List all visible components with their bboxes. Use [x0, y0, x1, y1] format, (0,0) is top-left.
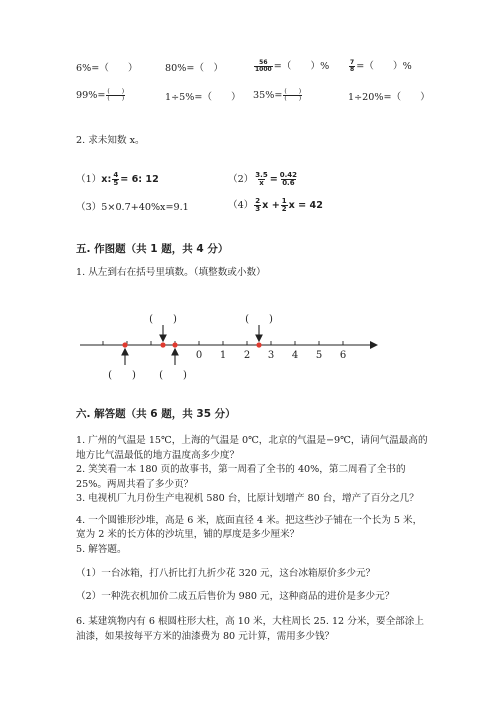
problem-6-line1: 6. 某建筑物内有 6 根圆柱形大柱，高 10 米，大柱周长 25. 12 分米，要全部涂上 — [76, 616, 424, 627]
problem-4-line1: 4. 一个圆锥形沙堆，高是 6 米，底面直径 4 米。把这些沙子铺在一个长为 5 米， — [76, 515, 423, 526]
fraction-3.5-x: $\frac{3.5}{x}$ — [255, 171, 268, 187]
fraction-56-1000: $\frac{56}{1000}$ — [255, 59, 272, 73]
problem-5-2: （2）一种洗衣机加价二成五后售价为 980 元，这种商品的进价是多少元？ — [76, 591, 395, 602]
tick-label-3: 3 — [267, 350, 275, 361]
tick-label-6: 6 — [339, 350, 347, 361]
equation-3: （3）5×0.7+40%x=9.1 — [76, 202, 189, 213]
number-line-figure — [0, 300, 500, 390]
problem-2-line1: 2. 笑笑看一本 180 页的故事书，第一周看了全书的 40%，第二周看了全书的 — [76, 464, 406, 475]
blank-fraction: $\frac{( )}{( )}$ — [107, 88, 125, 102]
blank-bottom-2: ( ) — [159, 370, 187, 381]
calc-7: 35%= $\frac{( )}{( )}$ — [253, 88, 302, 102]
axis-arrow-icon — [370, 341, 378, 349]
problem-6-line2: 油漆，如果按每平方米的油漆费为 80 元计算，需用多少钱？ — [76, 631, 335, 642]
point-c — [172, 342, 177, 347]
calc-2: 80%=（ ） — [165, 63, 224, 74]
tick-label-2: 2 — [243, 350, 251, 361]
tick-label-4: 4 — [291, 350, 299, 361]
equation-1: （1）x: $\frac{4}{5}$ = 6: 12 — [76, 171, 159, 187]
tick-label-1: 1 — [219, 350, 227, 361]
point-b — [160, 342, 165, 347]
calc-3: $\frac{56}{1000}$ =（ ）% — [255, 59, 330, 73]
ticks — [103, 341, 343, 345]
blank-top-2: ( ) — [245, 314, 273, 325]
problem-2-line2: 25%。两周共看了多少页？ — [76, 479, 194, 490]
calc-1: 6%=（ ） — [76, 63, 138, 74]
problem-5-1: （1）一台冰箱，打八折比打九折少花 320 元，这台冰箱原价多少元？ — [76, 568, 376, 579]
equation-2: （2） $\frac{3.5}{x}$ = $\frac{0.42}{0.6}$ — [228, 171, 298, 187]
blank-fraction: $\frac{( )}{( )}$ — [284, 88, 302, 102]
problem-5: 5. 解答题。 — [76, 544, 127, 555]
blank-bottom-1: ( ) — [108, 370, 136, 381]
calc-8: 1÷20%=（ ） — [348, 92, 430, 103]
calc-5: 99%= $\frac{( )}{( )}$ — [76, 88, 125, 102]
point-d — [256, 342, 261, 347]
calc-4: $\frac{7}{8}$ =（ ）% — [350, 59, 412, 73]
problem-1-line2: 地方比气温最低的地方温度高多少度？ — [76, 450, 240, 461]
q2-title: 2. 求未知数 x。 — [76, 135, 145, 146]
fraction-0.42-0.6: $\frac{0.42}{0.6}$ — [279, 171, 298, 187]
equation-4: （4） $\frac{2}{3}$ x + $\frac{1}{2}$ x = 42 — [228, 197, 323, 213]
section5-q1: 1. 从左到右在括号里填数。（填整数或小数） — [76, 267, 266, 278]
section6-title: 六. 解答题（共 6 题，共 35 分） — [76, 408, 236, 420]
tick-label-0: 0 — [195, 350, 203, 361]
fraction-4-5: $\frac{4}{5}$ — [113, 171, 119, 187]
point-a — [122, 342, 127, 347]
tick-label-5: 5 — [315, 350, 323, 361]
section5-title: 五. 作图题（共 1 题，共 4 分） — [76, 243, 229, 255]
calc-6: 1÷5%=（ ） — [165, 92, 241, 103]
problem-3: 3. 电视机厂九月份生产电视机 580 台，比原计划增产 80 台，增产了百分之几？ — [76, 493, 419, 504]
blank-top-1: ( ) — [149, 314, 177, 325]
problem-4-line2: 宽为 2 米的长方体的沙坑里，铺的厚度是多少厘米？ — [76, 529, 300, 540]
fraction-2-3: $\frac{2}{3}$ — [255, 197, 261, 213]
problem-1-line1: 1. 广州的气温是 15℃，上海的气温是 0℃，北京的气温是−9℃，请问气温最高的 — [76, 435, 428, 446]
fraction-7-8: $\frac{7}{8}$ — [350, 59, 355, 73]
fraction-1-2: $\frac{1}{2}$ — [281, 197, 287, 213]
